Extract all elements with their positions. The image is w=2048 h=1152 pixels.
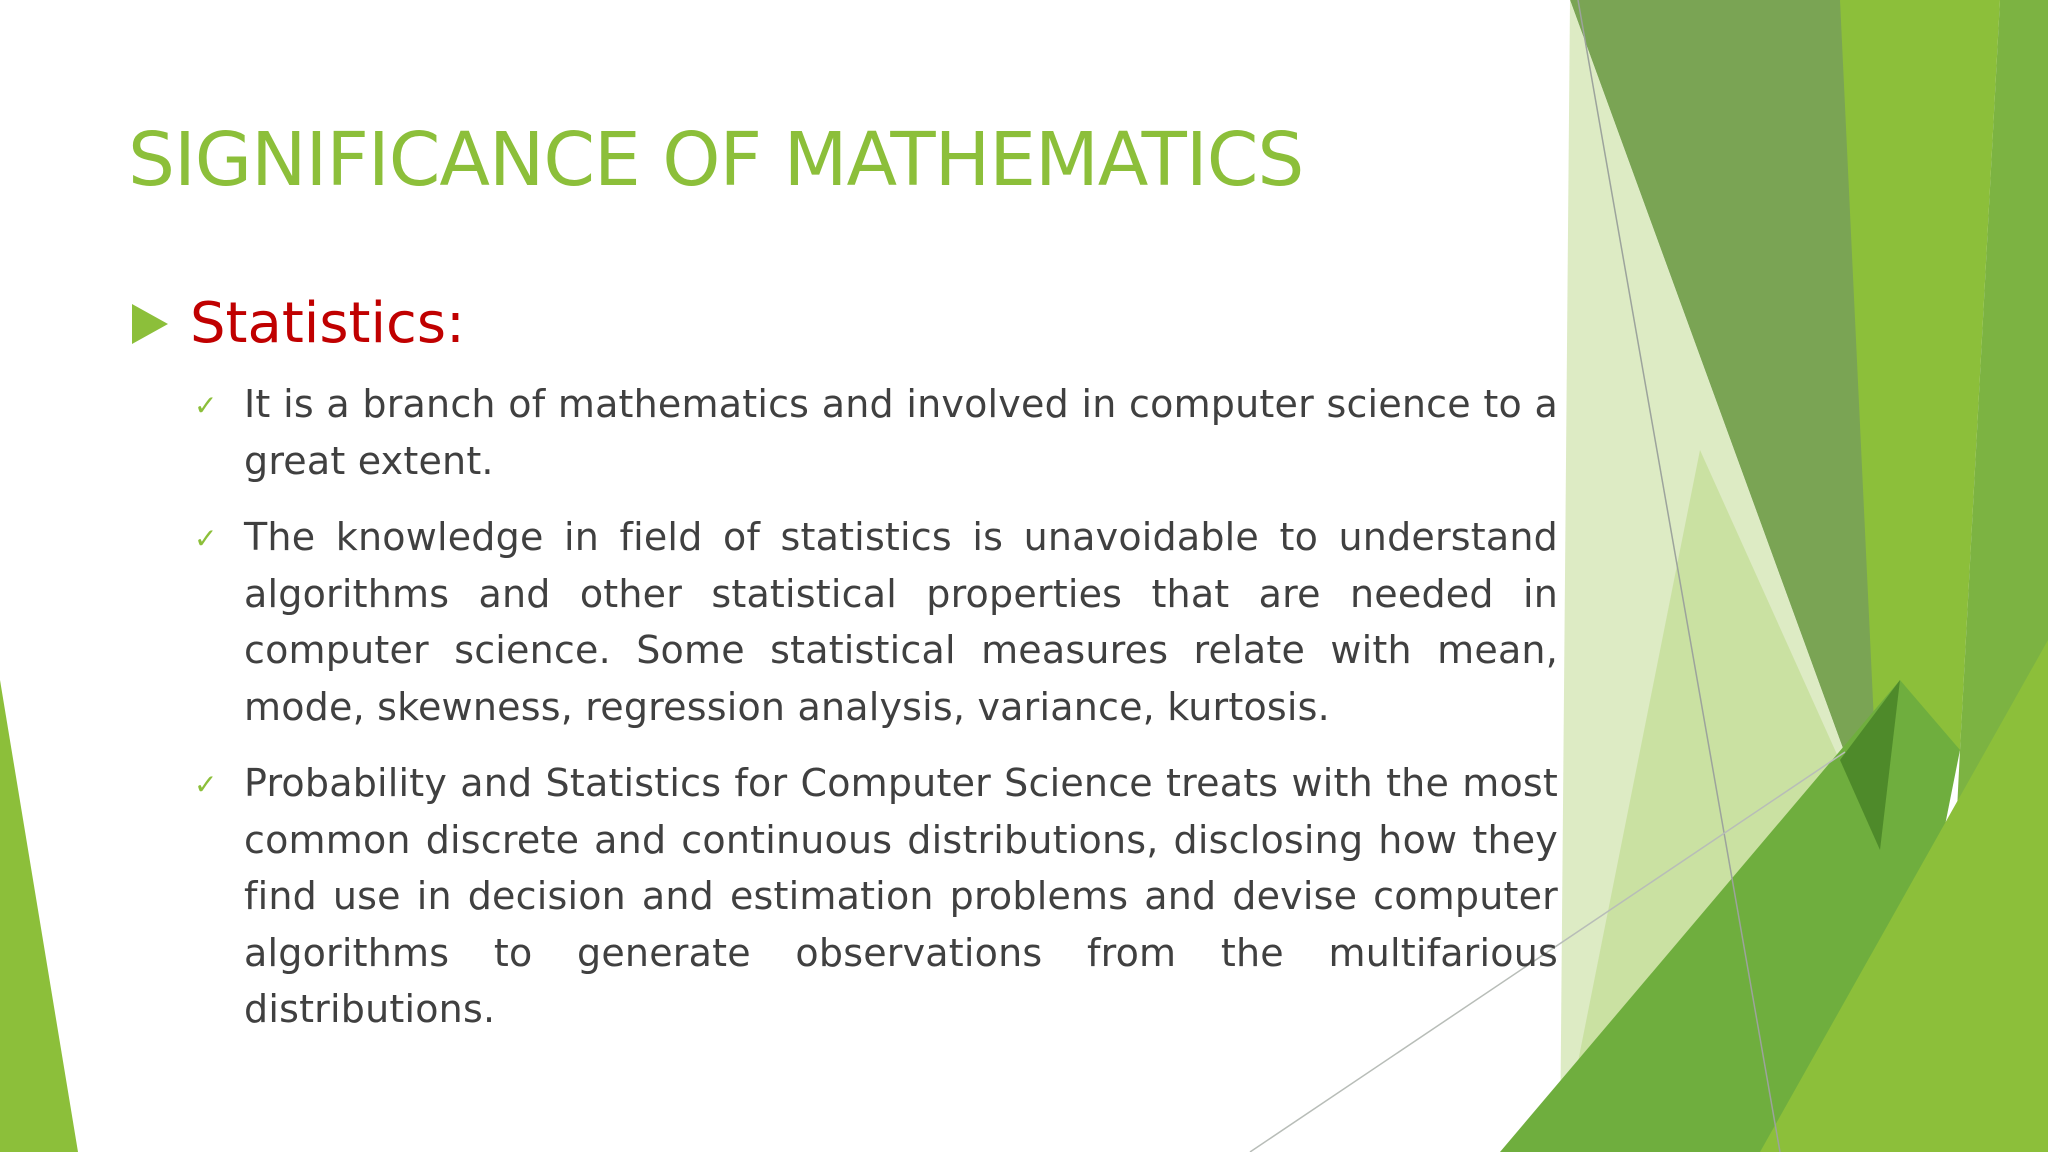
bullet-text: It is a branch of mathematics and involved in computer science to a great extent. — [244, 382, 1558, 483]
checkmark-icon: ✓ — [194, 768, 218, 801]
list-item — [194, 755, 1558, 1038]
bullet-list — [194, 376, 1558, 1058]
checkmark-icon: ✓ — [194, 389, 218, 422]
slide-title: SIGNIFICANCE OF MATHEMATICS — [128, 117, 1304, 203]
list-item — [194, 376, 1558, 489]
section-heading — [132, 284, 465, 364]
section-heading-label: Statistics: — [190, 291, 465, 356]
triangle-bullet-icon — [132, 304, 168, 344]
list-item — [194, 509, 1558, 735]
bullet-text: The knowledge in field of statistics is unavoidable to understand algorithms and other statistical properties that are needed in computer science. Some statistical measures relate with mean, mode, skewness, regression analysis, variance, kurtosis. — [244, 515, 1558, 729]
left-edge-shape — [0, 680, 78, 1152]
checkmark-icon: ✓ — [194, 522, 218, 555]
bullet-text: Probability and Statistics for Computer Science treats with the most common discrete and continuous distributions, disclosing how they find use in decision and estimation problems and devise computer algorithms to generate observations from the multifarious distributions. — [244, 761, 1558, 1031]
